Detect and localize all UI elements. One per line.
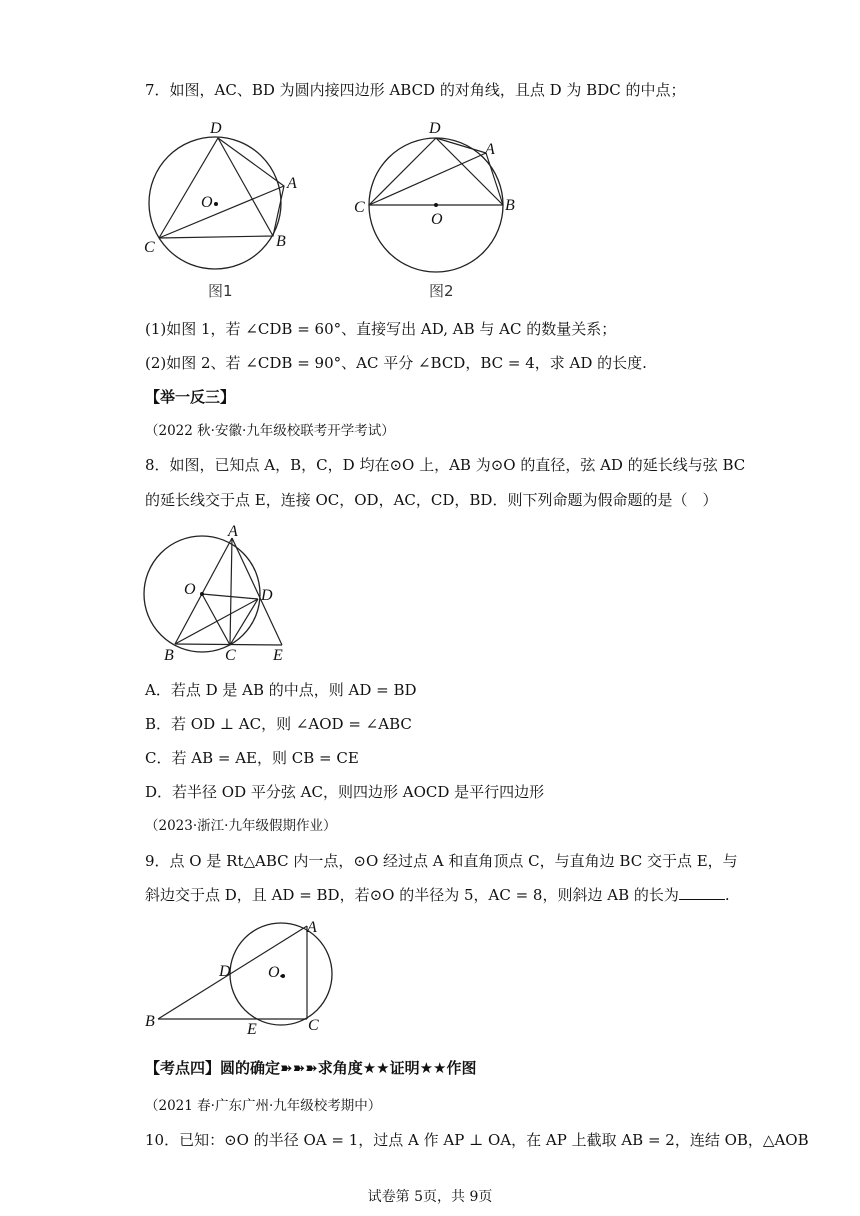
fig2-label-o: O [431,211,443,228]
q9-label-a: A [307,919,317,936]
q9-stem-text: 斜边交于点 D，且 AD = BD，若⊙O 的半径为 5，AC = 8，则斜边 AB 的长为 [145,886,679,904]
fig2-label-d: D [429,120,441,137]
q9-label-c: C [308,1017,319,1034]
fig2-label-a: A [485,141,495,158]
q8-label-b: B [164,647,174,664]
q7-figure-2 [350,118,525,303]
fig1-label-d: D [210,120,222,137]
q8-label-a: A [228,523,238,540]
q9-source: （2023·浙江·九年级假期作业） [145,818,337,834]
q9-label-d: D [219,963,231,980]
q8-label-e: E [273,647,283,664]
fig1-label-b: B [276,233,286,250]
fig2-label-c: C [354,199,365,216]
fig1-label-o: O [201,194,213,211]
fig2-label-b: B [505,197,515,214]
q7-figure-1 [140,118,315,303]
page-footer: 试卷第 5页，共 9页 [367,1189,493,1205]
q9-stem-end: . [724,886,730,904]
q9-label-e: E [247,1021,257,1036]
q9-label-o: O. [268,964,284,981]
q8-option-d: D．若半径 OD 平分弦 AC，则四边形 AOCD 是平行四边形 [145,783,545,801]
q8-option-a: A．若点 D 是 AB 的中点，则 AD = BD [145,681,417,699]
q9-stem-line1: 9．点 O 是 Rt△ABC 内一点，⊙O 经过点 A 和直角顶点 C，与直角边 BC 交于点 E，与 [145,852,738,870]
q8-option-b: B．若 OD ⊥ AC，则 ∠AOD = ∠ABC [145,715,412,733]
q7-part2: (2)如图 2、若 ∠CDB = 90°、AC 平分 ∠BCD，BC = 4，求 AD 的长度. [145,354,647,372]
q10-source: （2021 春·广东广州·九年级校考期中） [145,1098,382,1114]
section-heading-kaodian-4: 【考点四】圆的确定➽➽➽求角度★★证明★★作图 [145,1059,477,1077]
q8-source: （2022 秋·安徽·九年级校联考开学考试） [145,423,395,439]
q8-stem-line1: 8．如图，已知点 A，B，C，D 均在⊙O 上，AB 为⊙O 的直径，弦 AD 的延长线与弦 BC [145,456,746,474]
q8-stem-line2: 的延长线交于点 E，连接 OC，OD，AC，CD，BD．则下列命题为假命题的是（ ） [145,491,718,509]
q9-stem-line2 [145,884,730,906]
q9-figure [140,916,340,1036]
fig1-label-c: C [144,239,155,256]
q9-answer-blank[interactable] [679,885,725,900]
q7-part1: (1)如图 1，若 ∠CDB = 60°、直接写出 AD, AB 与 AC 的数量关系； [145,320,617,338]
q7-stem: 7．如图，AC、BD 为圆内接四边形 ABCD 的对角线，且点 D 为 BDC 的中点； [145,81,686,99]
q8-label-c: C [225,647,236,664]
q8-label-d: D [261,587,273,604]
q8-option-c: C．若 AB = AE，则 CB = CE [145,749,359,767]
fig1-caption: 图1 [208,282,233,300]
q10-stem-line1: 10．已知：⊙O 的半径 OA = 1，过点 A 作 AP ⊥ OA，在 AP 上截取 AB = 2，连结 OB，△AOB [145,1131,809,1149]
q9-label-b: B [145,1013,155,1030]
q8-figure [140,522,300,664]
q8-label-o: O [184,581,196,598]
fig2-caption: 图2 [429,282,454,300]
fig1-label-a: A [287,175,297,192]
section-heading-ju-yi-fan-san: 【举一反三】 [145,388,236,406]
